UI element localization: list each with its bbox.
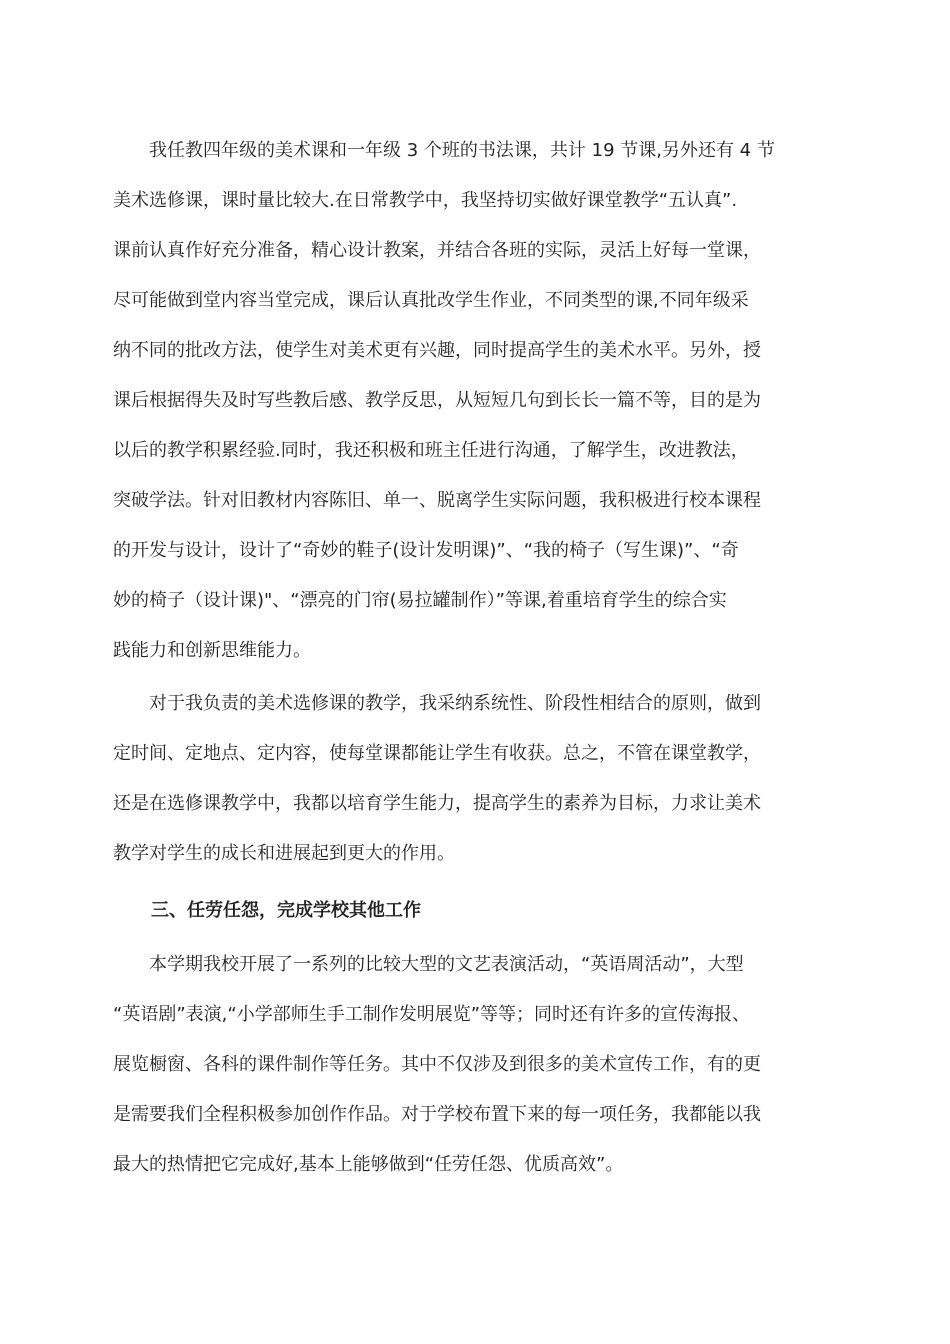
paragraph-teaching-work (113, 126, 813, 676)
paragraph-line: 尽可能做到堂内容当堂完成，课后认真批改学生作业，不同类型的课,不同年级采 (113, 290, 749, 311)
paragraph-line: 定时间、定地点、定内容，使每堂课都能让学生有收获。总之，不管在课堂教学， (113, 743, 761, 764)
paragraph-line: “英语剧”表演,“小学部师生手工制作发明展览”等等；同时还有许多的宣传海报、 (113, 1004, 751, 1025)
paragraph-line: 最大的热情把它完成好,基本上能够做到“任劳任怨、优质高效”。 (113, 1154, 624, 1175)
paragraph-line: 妙的椅子（设计课)"、“漂亮的门帘(易拉罐制作）”等课,着重培育学生的综合实 (113, 590, 727, 611)
paragraph-line: 课前认真作好充分准备，精心设计教案，并结合各班的实际，灵活上好每一堂课， (113, 240, 761, 261)
paragraph-line: 还是在选修课教学中，我都以培育学生能力，提高学生的素养为目标，力求让美术 (113, 793, 761, 814)
section-heading: 三、任劳任怨，完成学校其他工作 (151, 900, 421, 921)
paragraph-line: 纳不同的批改方法，使学生对美术更有兴趣，同时提高学生的美术水平。另外，授 (113, 340, 761, 361)
paragraph-other-work (113, 940, 813, 1190)
paragraph-line: 展览橱窗、各科的课件制作等任务。其中不仅涉及到很多的美术宣传工作，有的更 (113, 1054, 761, 1075)
paragraph-line: 以后的教学积累经验.同时，我还积极和班主任进行沟通，了解学生，改进教法， (113, 440, 749, 461)
paragraph-line: 教学对学生的成长和进展起到更大的作用。 (113, 843, 455, 864)
paragraph-line: 的开发与设计，设计了“奇妙的鞋子(设计发明课)”、“我的椅子（写生课)”、“奇 (113, 540, 739, 561)
paragraph-line: 本学期我校开展了一系列的比较大型的文艺表演活动，“英语周活动”，大型 (113, 954, 744, 975)
paragraph-line: 课后根据得失及时写些教后感、教学反思，从短短几句到长长一篇不等，目的是为 (113, 390, 761, 411)
paragraph-line: 我任教四年级的美术课和一年级 3 个班的书法课，共计 19 节课,另外还有 4 节 (113, 140, 775, 161)
paragraph-line: 对于我负责的美术选修课的教学，我采纳系统性、阶段性相结合的原则，做到 (113, 693, 761, 714)
paragraph-elective-course (113, 679, 813, 879)
paragraph-line: 美术选修课，课时量比较大.在日常教学中，我坚持切实做好课堂教学“五认真”. (113, 190, 738, 211)
paragraph-line: 是需要我们全程积极参加创作作品。对于学校布置下来的每一项任务，我都能以我 (113, 1104, 761, 1125)
paragraph-line: 践能力和创新思维能力。 (113, 640, 311, 661)
paragraph-line: 突破学法。针对旧教材内容陈旧、单一、脱离学生实际问题，我积极进行校本课程 (113, 490, 761, 511)
